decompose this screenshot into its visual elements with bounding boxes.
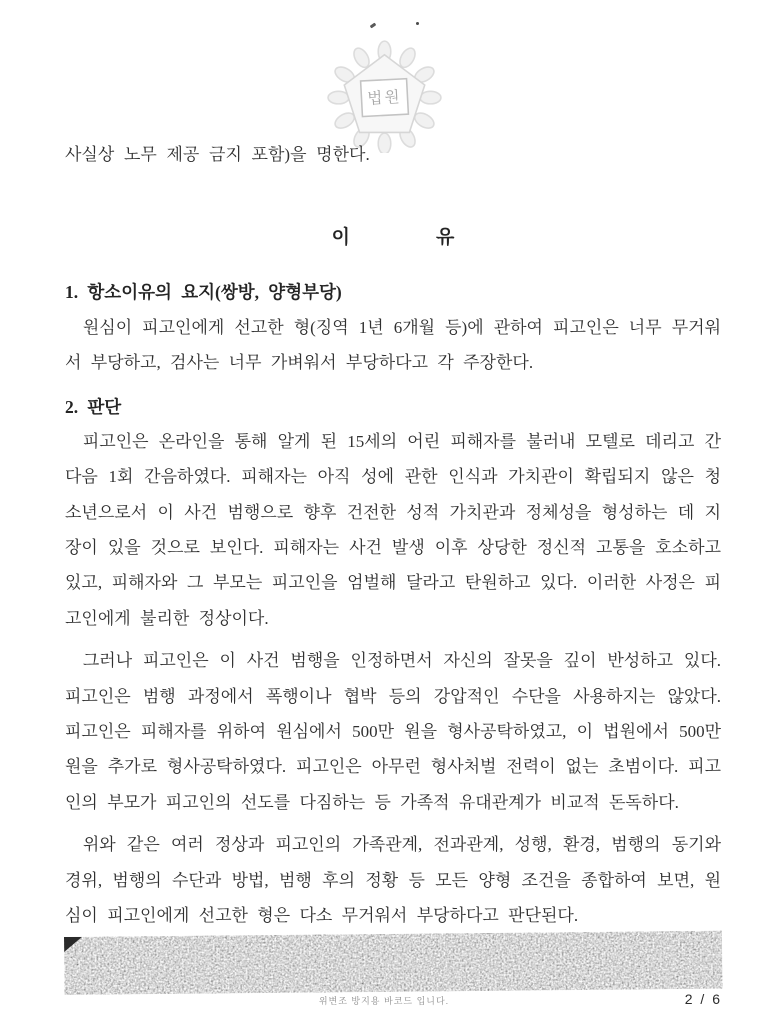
seal-label: 법원	[366, 88, 403, 108]
barcode-caption: 위변조 방지용 바코드 입니다.	[318, 996, 450, 1006]
section-heading-appeal-grounds: 1. 항소이유의 요지(쌍방, 양형부당)	[65, 282, 342, 302]
paragraph-aggravating-factors: 피고인은 온라인을 통해 알게 된 15세의 어린 피해자를 불러내 모텔로 데리고 간 다음 1회 간음하였다. 피해자는 아직 성에 관한 인식과 가치관이 확립되지 않은 청소년으로서 이 사건 범행으로 향후 건전한 성적 가치관과 정체성을 형성하는 데 지장이 있을 것으로 보인다. 피해자는 사건 발생 이후 상당한 정신적 고통을 호소하고 있고, 피해자와 그 부모는 피고인을 엄벌해 달라고 탄원하고 있다. 이러한 사정은 피고인에게 불리한 정상이다.	[65, 431, 721, 628]
document-body	[65, 0, 721, 934]
paragraph-mitigating-factors: 그러나 피고인은 이 사건 범행을 인정하면서 자신의 잘못을 깊이 반성하고 있다. 피고인은 범행 과정에서 폭행이나 협박 등의 강압적인 수단을 사용하지는 않았다. 피고인은 피해자를 위하여 원심에서 500만 원을 형사공탁하였고, 이 법원에서 500만 원을 추가로 형사공탁하였다. 피고인은 아무런 형사처벌 전력이 없는 초범이다. 피고인의 부모가 피고인의 선도를 다짐하는 등 가족적 유대관계가 비교적 돈독하다.	[65, 651, 721, 812]
anti-forgery-barcode	[64, 931, 723, 995]
section-heading-judgment: 2. 판단	[65, 396, 122, 417]
reasons-header: 이 유	[331, 227, 455, 248]
paragraph-appeal-summary: 원심이 피고인에게 선고한 형(징역 1년 6개월 등)에 관하여 피고인은 너무 무거워서 부당하고, 검사는 너무 가벼워서 부당하다고 각 주장한다.	[65, 318, 721, 373]
paragraph-conclusion: 위와 같은 여러 정상과 피고인의 가족관계, 전과관계, 성행, 환경, 범행의 동기와 경위, 범행의 수단과 방법, 범행 후의 정황 등 모든 양형 조건을 종합하여 보면, 원심이 피고인에게 선고한 형은 다소 무거워서 부당하다고 판단된다.	[65, 835, 721, 926]
page-number: 2 / 6	[684, 991, 722, 1007]
order-continuation-line: 사실상 노무 제공 금지 포함)을 명한다.	[65, 145, 370, 164]
